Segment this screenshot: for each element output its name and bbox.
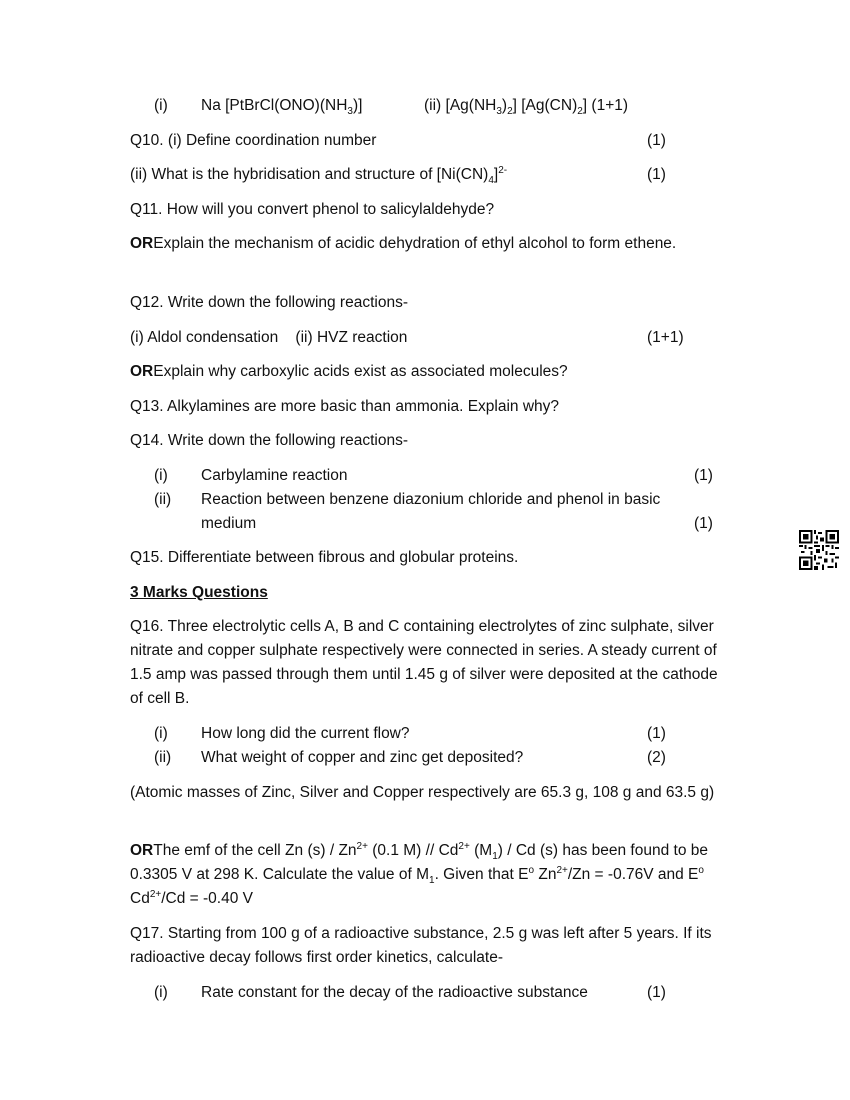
q12-question: Q12. Write down the following reactions- bbox=[130, 294, 408, 311]
q16-item-ii-marks: (2) bbox=[647, 749, 666, 766]
q10-part-ii-marks: (1) bbox=[647, 166, 666, 183]
or-label: OR bbox=[130, 235, 154, 252]
q12-marks: (1+1) bbox=[647, 329, 684, 346]
q16-item-ii-text: What weight of copper and zinc get deposited? bbox=[201, 749, 524, 766]
q17-item-i-text: Rate constant for the decay of the radioactive substance bbox=[201, 984, 588, 1001]
q10-part-i-marks: (1) bbox=[647, 132, 666, 149]
q15-question: Q15. Differentiate between fibrous and globular proteins. bbox=[130, 549, 519, 566]
top-item-i-label: (i) bbox=[154, 97, 168, 114]
q14-item-ii-text: Reaction between benzene diazonium chloride and phenol in basic bbox=[201, 491, 661, 508]
q16-item-i-marks: (1) bbox=[647, 725, 666, 742]
q14-item-ii-text-cont: medium bbox=[201, 515, 257, 532]
top-item-ii-formula: (ii) $[Ag(NH_3)_2]$ $[Ag(CN)_2]$ (1+1) bbox=[424, 97, 629, 118]
q10-part-ii: (ii) What is the hybridisation and structure of $[Ni(CN)_4]^{2-}$ bbox=[130, 164, 508, 187]
q17-item-i-marks: (1) bbox=[647, 984, 666, 1001]
q17-item-i-label: (i) bbox=[154, 984, 168, 1001]
top-item-i-formula: Na $[PtBrCl(ONO)(NH_3)]$ bbox=[201, 97, 363, 118]
q14-item-ii-marks: (1) bbox=[694, 515, 713, 532]
q14-question: Q14. Write down the following reactions- bbox=[130, 432, 408, 449]
q11-or-question: ORExplain the mechanism of acidic dehydration of ethyl alcohol to form ethene. bbox=[130, 235, 677, 252]
q13-question: Q13. Alkylamines are more basic than ammonia. Explain why? bbox=[130, 398, 560, 415]
q12-parts: (i) Aldol condensation (ii) HVZ reaction bbox=[130, 329, 408, 346]
q11-question: Q11. How will you convert phenol to salicylaldehyde? bbox=[130, 201, 495, 218]
or-label: OR bbox=[130, 363, 154, 380]
q10-part-i: Q10. (i) Define coordination number bbox=[130, 132, 377, 149]
q14-item-i-marks: (1) bbox=[694, 467, 713, 484]
q16-question: Q16. Three electrolytic cells A, B and C containing electrolytes of zinc sulphate, silver nitrate and copper sulphate respectively were connected in series. A steady current of 1.5 amp was passed through them until 1.45 g of silver were deposited at the cathode of cell B. bbox=[130, 618, 718, 707]
q17-question: Q17. Starting from 100 g of a radioactive substance, 2.5 g was left after 5 years. If its radioactive decay follows first order kinetics, calculate- bbox=[130, 925, 712, 966]
q12-or-question: ORExplain why carboxylic acids exist as associated molecules? bbox=[130, 363, 568, 380]
q16-item-i-text: How long did the current flow? bbox=[201, 725, 410, 742]
q14-item-ii-label: (ii) bbox=[154, 491, 172, 508]
qr-code-icon bbox=[799, 530, 839, 570]
q14-item-i-text: Carbylamine reaction bbox=[201, 467, 348, 484]
q14-item-i-label: (i) bbox=[154, 467, 168, 484]
or-label: OR bbox=[130, 842, 154, 859]
q16-or-question: ORThe emf of the cell Zn $(s) / Zn^{2+}$ (0.1 $M) // Cd^{2+}$ $(M_1)$ / Cd (s) has been found to be 0.3305 V at 298 K. Calculate the value of $M_1$. Given that $E^o$ $Zn^{2+}/Zn = -0.76V$ and $E^o$ $Cd^{2+}/Cd = -0.40$ V bbox=[130, 840, 708, 907]
q16-item-ii-label: (ii) bbox=[154, 749, 172, 766]
q16-atomic-masses-note: (Atomic masses of Zinc, Silver and Copper respectively are 65.3 g, 108 g and 63.5 g) bbox=[130, 784, 715, 801]
q16-item-i-label: (i) bbox=[154, 725, 168, 742]
section-heading-3-marks: 3 Marks Questions bbox=[130, 584, 268, 601]
